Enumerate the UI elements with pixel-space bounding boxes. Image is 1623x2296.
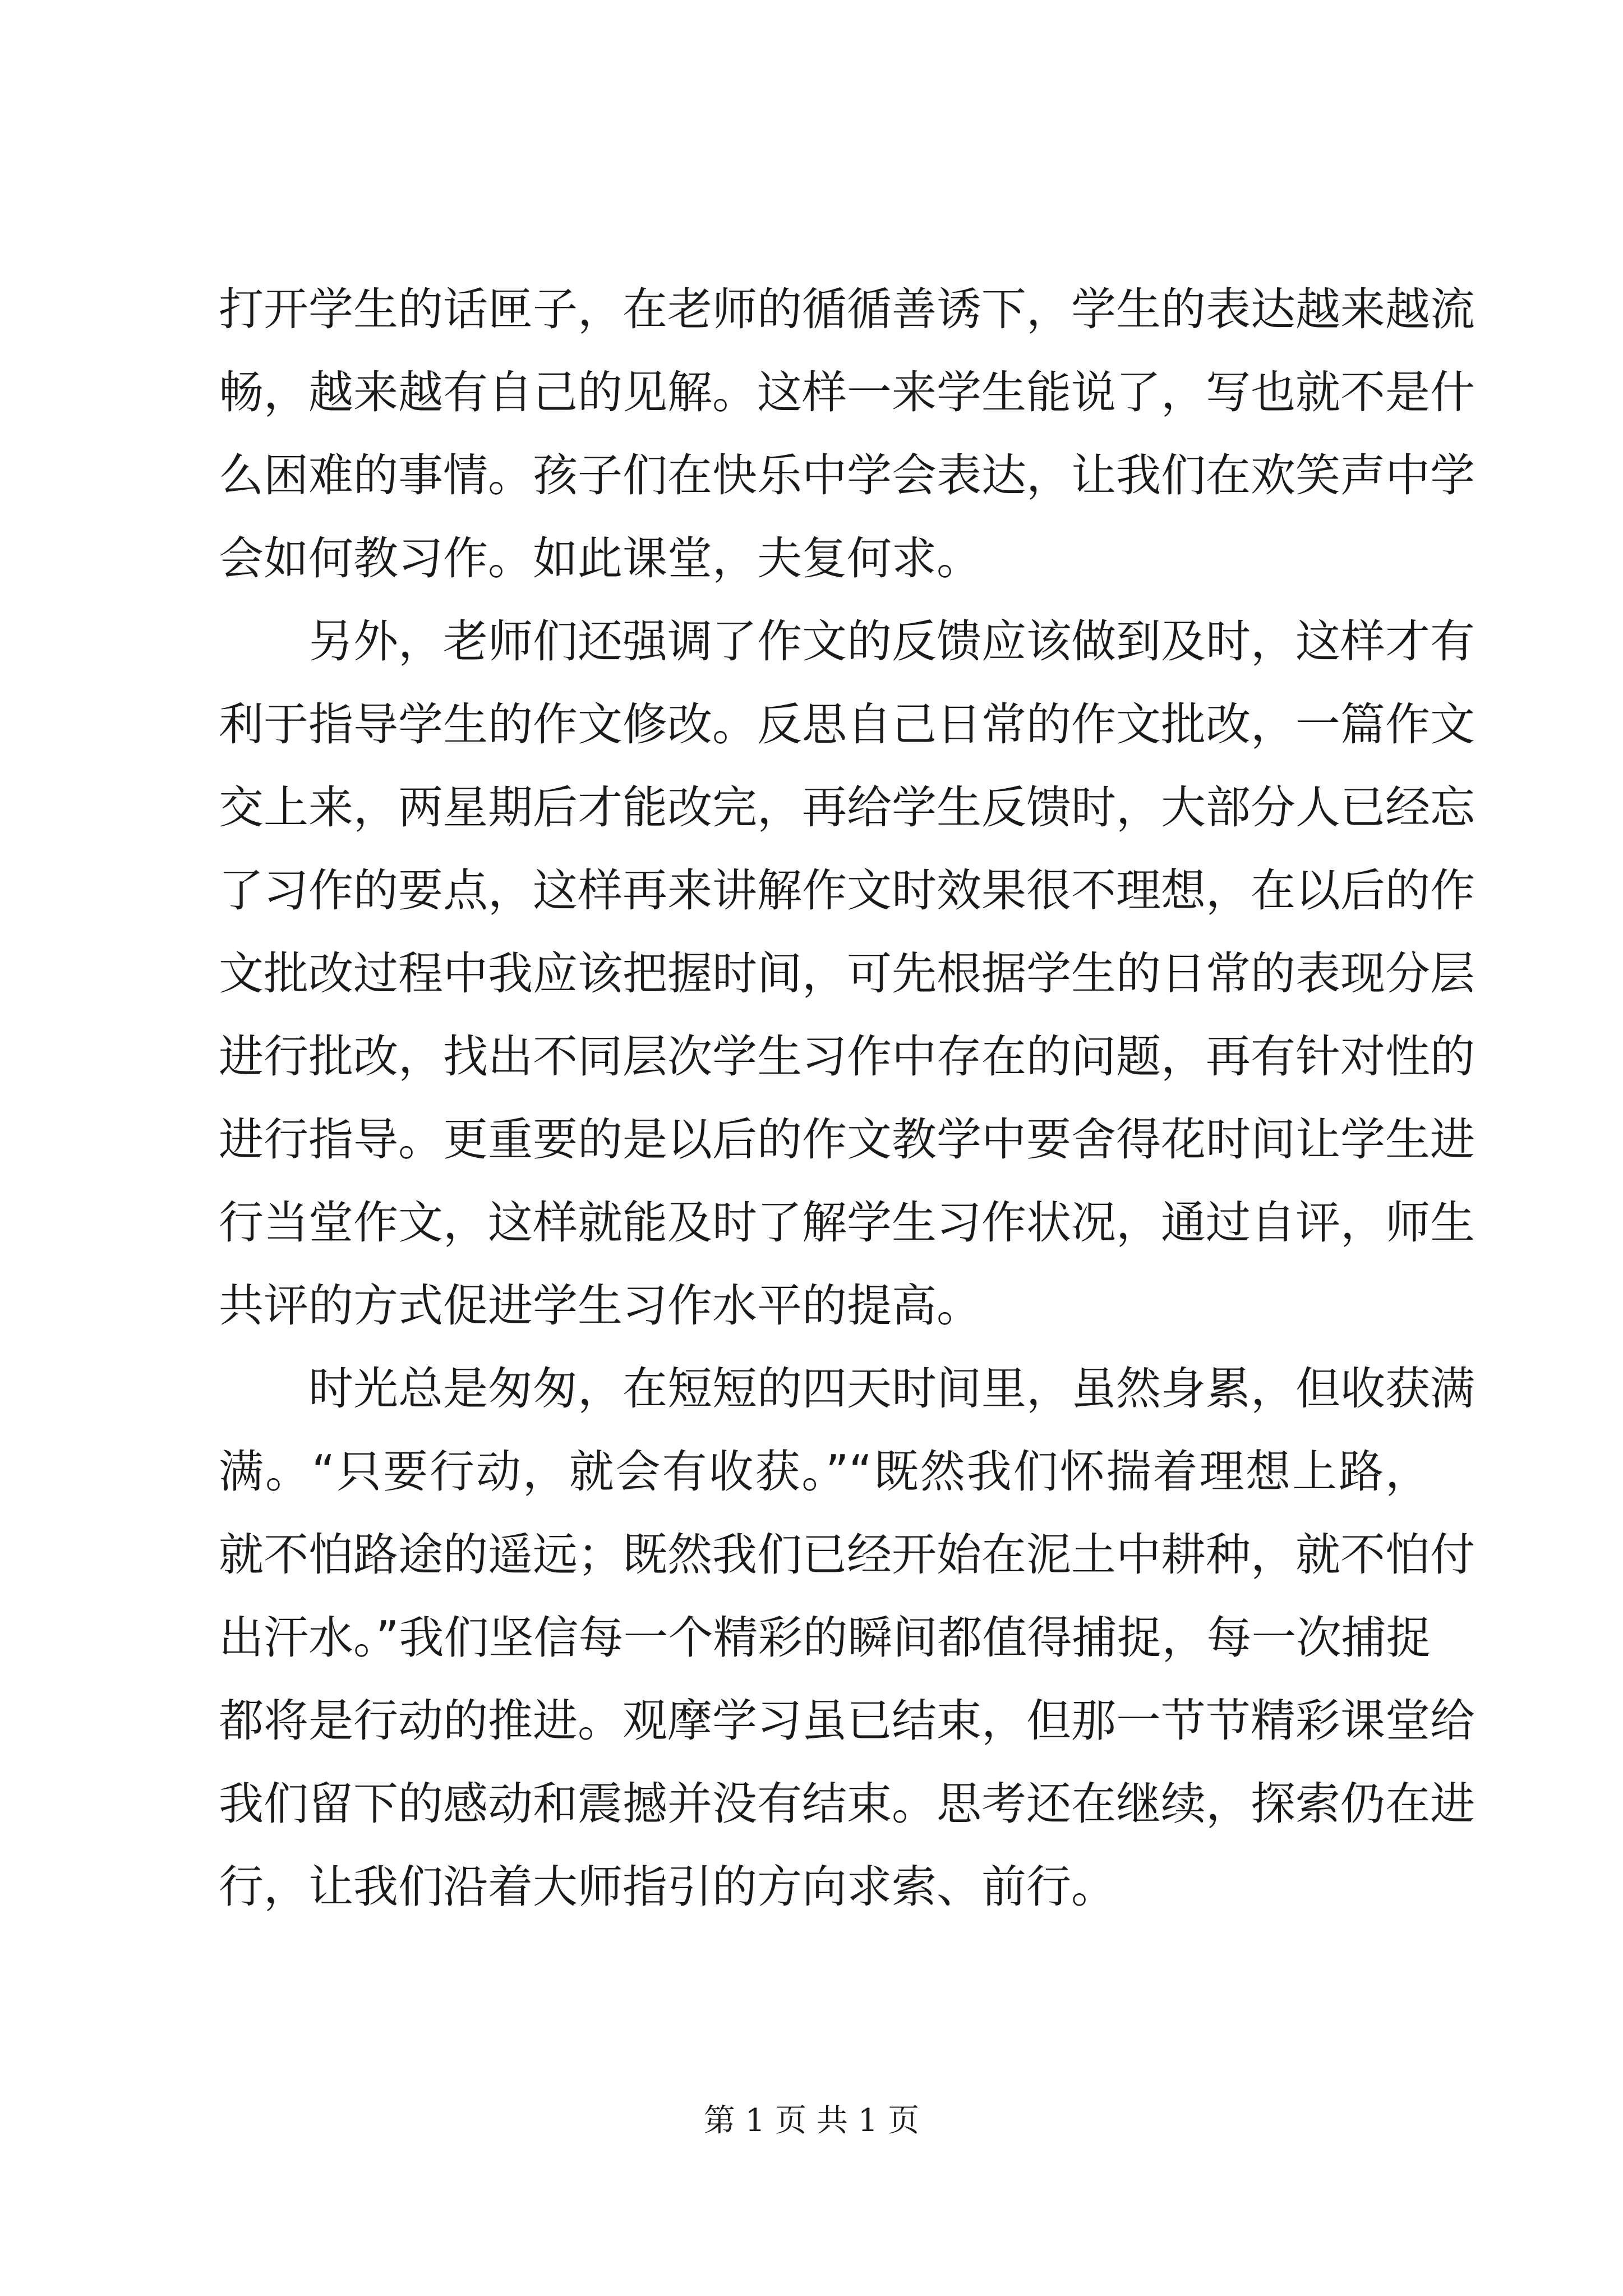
text-line: 行，让我们沿着大师指引的方向求索、前行。 [219,1861,1116,1913]
text-line: 文批改过程中我应该把握时间，可先根据学生的日常的表现分层 [219,947,1475,1000]
text-line: 打开学生的话匣子，在老师的循循善诱下，学生的表达越来越流 [219,283,1475,335]
text-line: 了习作的要点，这样再来讲解作文时效果很不理想，在以后的作 [219,864,1475,917]
text-line: 交上来，两星期后才能改完，再给学生反馈时，大部分人已经忘 [219,781,1475,834]
text-line: 畅，越来越有自己的见解。这样一来学生能说了，写也就不是什 [219,366,1475,418]
text-line: 么困难的事情。孩子们在快乐中学会表达，让我们在欢笑声中学 [219,449,1475,501]
text-line: 进行批改，找出不同层次学生习作中存在的问题，再有针对性的 [219,1030,1475,1083]
text-line: 就不怕路途的遥远；既然我们已经开始在泥土中耕种，就不怕付 [219,1529,1475,1581]
text-line: 利于指导学生的作文修改。反思自己日常的作文批改，一篇作文 [219,698,1475,751]
text-line: 满。“只要行动，就会有收获。”“既然我们怀揣着理想上路， [219,1446,1430,1498]
text-line: 共评的方式促进学生习作水平的提高。 [219,1280,981,1332]
text-line: 另外，老师们还强调了作文的反馈应该做到及时，这样才有 [219,615,1475,668]
text-line: 出汗水。”我们坚信每一个精彩的瞬间都值得捕捉，每一次捕捉 [219,1612,1431,1664]
page-footer [0,2101,1623,2141]
text-line: 会如何教习作。如此课堂，夫复何求。 [219,532,981,585]
text-line: 进行指导。更重要的是以后的作文教学中要舍得花时间让学生进 [219,1114,1475,1166]
page-number: 第 1 页 共 1 页 [703,2102,920,2139]
text-line: 我们留下的感动和震撼并没有结束。思考还在继续，探索仍在进 [219,1778,1475,1830]
text-line: 时光总是匆匆，在短短的四天时间里，虽然身累，但收获满 [219,1363,1475,1415]
text-line: 都将是行动的推进。观摩学习虽已结束，但那一节节精彩课堂给 [219,1695,1475,1747]
text-line: 行当堂作文，这样就能及时了解学生习作状况，通过自评，师生 [219,1197,1475,1249]
document-body [219,268,1475,1929]
